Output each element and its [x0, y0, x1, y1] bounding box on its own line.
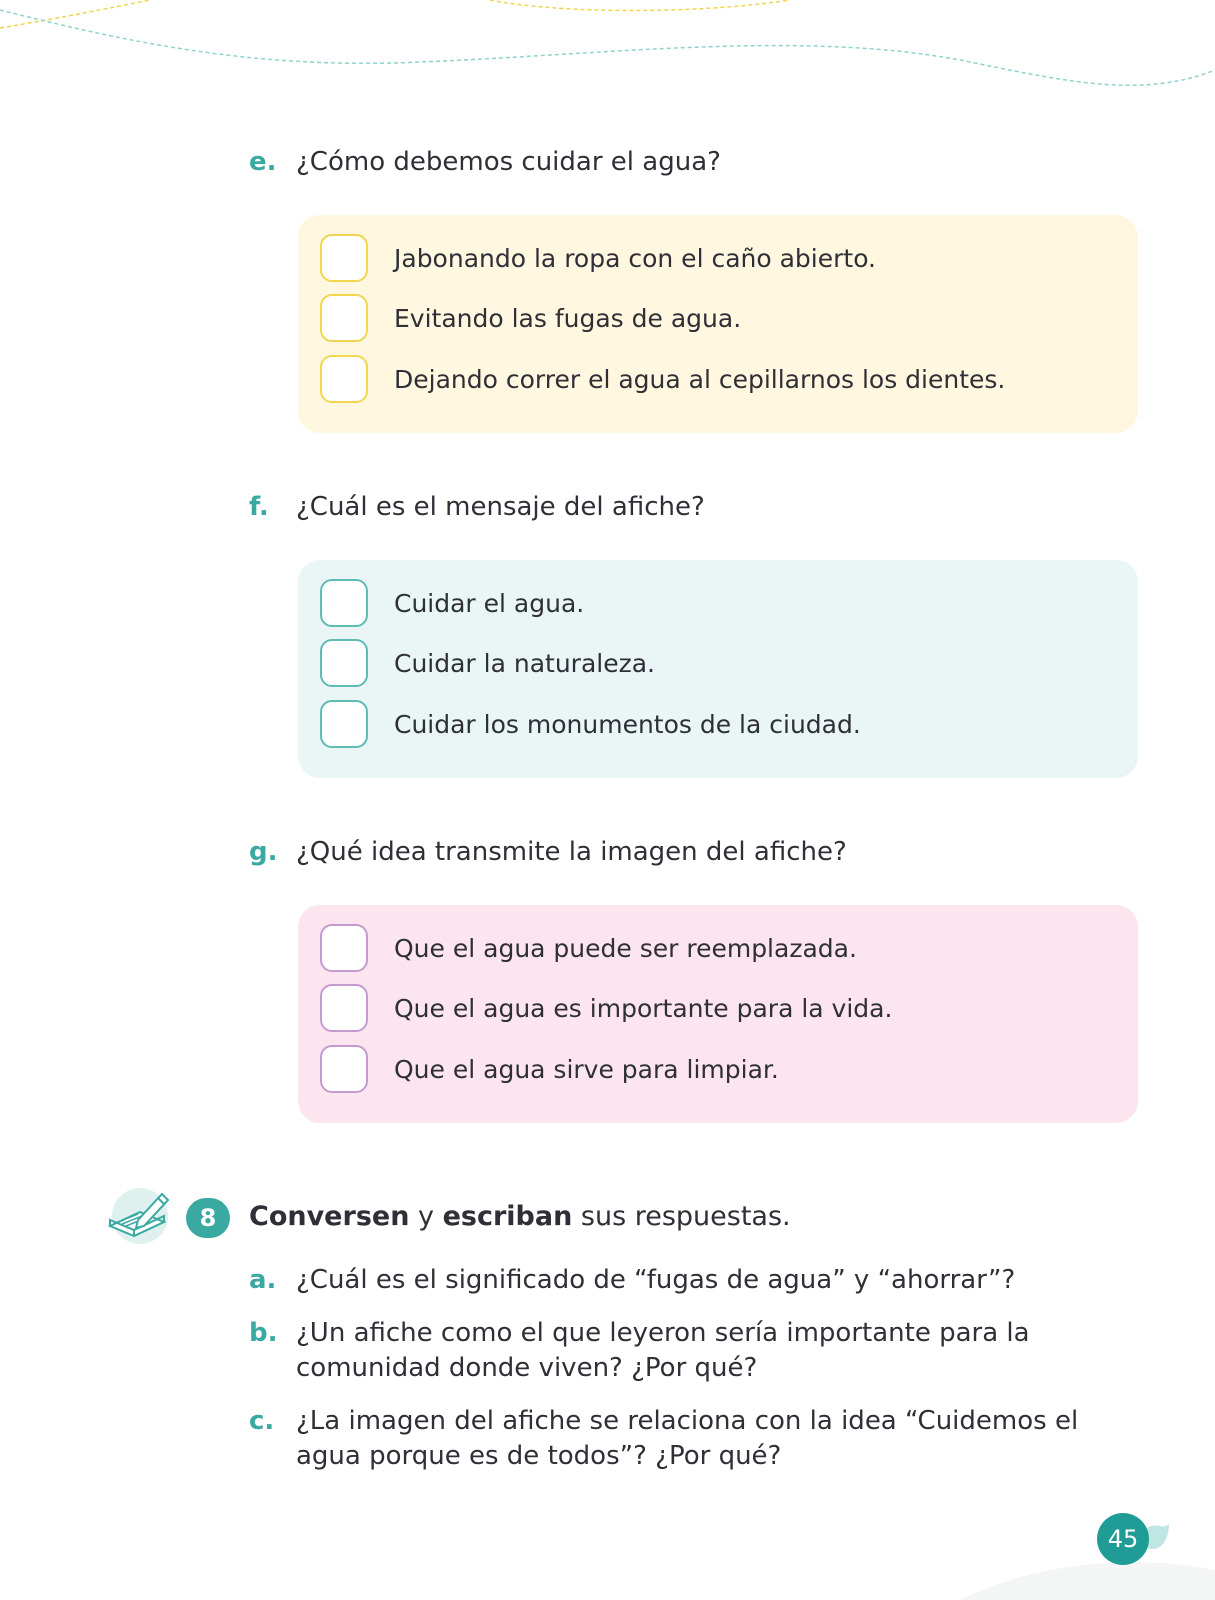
question-text: ¿Qué idea transmite la imagen del afiche? [296, 837, 847, 867]
option-row [320, 576, 584, 630]
option-text: Que el agua puede ser reemplazada. [394, 933, 857, 963]
page-number: 45 [1097, 1513, 1149, 1565]
option-text: Que el agua sirve para limpiar. [394, 1054, 779, 1084]
decorative-bottom-arc [0, 1500, 1215, 1600]
sub-question-text: ¿La imagen del afiche se relaciona con la idea “Cuidemos el agua porque es de todos”? ¿Por qué? [296, 1406, 1079, 1471]
option-row [320, 231, 876, 285]
option-checkbox[interactable] [320, 579, 368, 627]
option-text: Evitando las fugas de agua. [394, 303, 742, 333]
question-f [249, 490, 705, 524]
option-checkbox[interactable] [320, 984, 368, 1032]
option-text: Que el agua es importante para la vida. [394, 993, 893, 1023]
options-box-e [298, 215, 1138, 433]
instruction-bold-escriban: escriban [442, 1201, 573, 1232]
question-letter: g. [249, 837, 278, 867]
sub-question-text: ¿Cuál es el significado de “fugas de agua” y “ahorrar”? [296, 1265, 1016, 1295]
option-row [320, 981, 892, 1035]
question-e [249, 145, 721, 179]
sub-question-letter: a. [249, 1265, 277, 1295]
sub-question-b [249, 1316, 1129, 1386]
option-text: Dejando correr el agua al cepillarnos los dientes. [394, 364, 1006, 394]
sub-question-text: ¿Un afiche como el que leyeron sería importante para la comunidad donde viven? ¿Por qué? [296, 1318, 1030, 1383]
instruction-connector: y [409, 1201, 443, 1232]
question-text: ¿Cómo debemos cuidar el agua? [296, 147, 721, 177]
sub-question-letter: c. [249, 1406, 275, 1436]
option-text: Cuidar el agua. [394, 588, 585, 618]
activity-number-badge: 8 [186, 1198, 230, 1238]
instruction-rest: sus respuestas. [572, 1201, 791, 1232]
option-checkbox[interactable] [320, 924, 368, 972]
option-checkbox[interactable] [320, 234, 368, 282]
option-checkbox[interactable] [320, 700, 368, 748]
options-box-g [298, 905, 1138, 1123]
options-box-f [298, 560, 1138, 778]
option-row [320, 1042, 779, 1096]
question-letter: f. [249, 492, 269, 522]
sub-question-c [249, 1404, 1129, 1474]
option-text: Jabonando la ropa con el caño abierto. [394, 243, 877, 273]
instruction-bold-conversen: Conversen [249, 1201, 410, 1232]
question-g [249, 835, 847, 869]
decorative-top-waves [0, 0, 1215, 110]
option-text: Cuidar la naturaleza. [394, 648, 655, 678]
option-checkbox[interactable] [320, 1045, 368, 1093]
option-row [320, 636, 655, 690]
sub-question-letter: b. [249, 1318, 278, 1348]
question-letter: e. [249, 147, 277, 177]
option-row [320, 352, 1005, 406]
option-checkbox[interactable] [320, 355, 368, 403]
activity-instruction [249, 1200, 791, 1234]
book-pencil-icon [104, 1184, 172, 1248]
option-row [320, 921, 857, 975]
sub-question-a [249, 1263, 1129, 1298]
option-checkbox[interactable] [320, 639, 368, 687]
option-row [320, 291, 741, 345]
option-text: Cuidar los monumentos de la ciudad. [394, 709, 861, 739]
option-row [320, 697, 861, 751]
question-text: ¿Cuál es el mensaje del afiche? [296, 492, 705, 522]
option-checkbox[interactable] [320, 294, 368, 342]
